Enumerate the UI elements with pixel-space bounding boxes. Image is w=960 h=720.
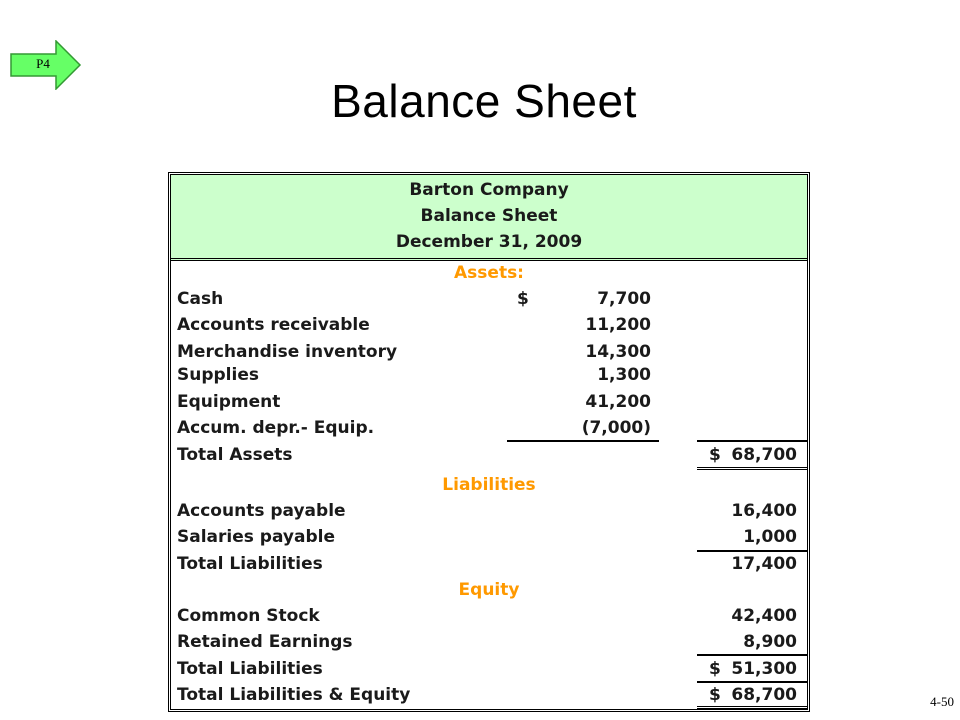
statement-name: Balance Sheet bbox=[420, 206, 558, 226]
table-row bbox=[171, 443, 807, 467]
assets-heading: Assets: bbox=[454, 263, 524, 283]
table-row bbox=[171, 390, 807, 414]
table-row bbox=[171, 552, 807, 576]
row-amount: 42,400 bbox=[731, 606, 797, 626]
row-amount: 7,700 bbox=[597, 289, 651, 309]
table-row bbox=[171, 657, 807, 681]
row-label: Total Liabilities bbox=[177, 554, 323, 574]
row-label: Accounts payable bbox=[177, 501, 346, 521]
table-row bbox=[171, 525, 807, 549]
company-name: Barton Company bbox=[409, 180, 569, 200]
row-amount: 41,200 bbox=[585, 392, 651, 412]
dollar-sign: $ bbox=[709, 445, 721, 465]
page-number: 4-50 bbox=[930, 694, 954, 709]
row-amount: 68,700 bbox=[731, 445, 797, 465]
row-label: Merchandise inventory bbox=[177, 342, 398, 362]
row-amount: (7,000) bbox=[581, 418, 651, 438]
table-row bbox=[171, 287, 807, 311]
row-amount: 1,000 bbox=[743, 527, 797, 547]
p4-tag-label: P4 bbox=[36, 56, 50, 71]
statement-header bbox=[171, 175, 807, 261]
subtotal-rule bbox=[697, 654, 807, 656]
row-label: Supplies bbox=[177, 365, 259, 385]
table-row bbox=[171, 416, 807, 440]
dollar-sign: $ bbox=[709, 685, 721, 705]
table-row bbox=[171, 313, 807, 337]
row-label: Accum. depr.- Equip. bbox=[177, 418, 375, 438]
row-amount: 1,300 bbox=[597, 365, 651, 385]
row-amount: 51,300 bbox=[731, 659, 797, 679]
statement-date: December 31, 2009 bbox=[395, 232, 583, 252]
row-amount: 11,200 bbox=[585, 315, 651, 335]
equity-heading: Equity bbox=[458, 580, 520, 600]
slide-title: Balance Sheet bbox=[331, 75, 637, 127]
table-row bbox=[171, 363, 807, 387]
row-label: Retained Earnings bbox=[177, 632, 353, 652]
row-amount: 14,300 bbox=[585, 342, 651, 362]
table-row bbox=[171, 604, 807, 628]
row-amount: 17,400 bbox=[731, 554, 797, 574]
table-row bbox=[171, 630, 807, 654]
row-label: Salaries payable bbox=[177, 527, 335, 547]
row-label: Common Stock bbox=[177, 606, 320, 626]
row-label: Cash bbox=[177, 289, 224, 309]
row-label: Total Assets bbox=[177, 445, 293, 465]
row-label: Total Liabilities bbox=[177, 659, 323, 679]
row-amount: 8,900 bbox=[743, 632, 797, 652]
row-amount: 16,400 bbox=[731, 501, 797, 521]
total-top-rule bbox=[697, 440, 807, 442]
table-row bbox=[171, 499, 807, 523]
balance-sheet-table bbox=[168, 172, 810, 712]
dollar-sign: $ bbox=[709, 659, 721, 679]
row-label: Equipment bbox=[177, 392, 281, 412]
table-row bbox=[171, 683, 807, 707]
total-double-rule bbox=[697, 706, 807, 709]
row-label: Accounts receivable bbox=[177, 315, 370, 335]
subtotal-rule bbox=[507, 440, 659, 442]
row-amount: 68,700 bbox=[731, 685, 797, 705]
dollar-sign: $ bbox=[517, 289, 529, 309]
row-label: Total Liabilities & Equity bbox=[177, 685, 411, 705]
liabilities-heading: Liabilities bbox=[442, 475, 536, 495]
table-row bbox=[171, 340, 807, 364]
total-double-rule bbox=[697, 467, 807, 470]
